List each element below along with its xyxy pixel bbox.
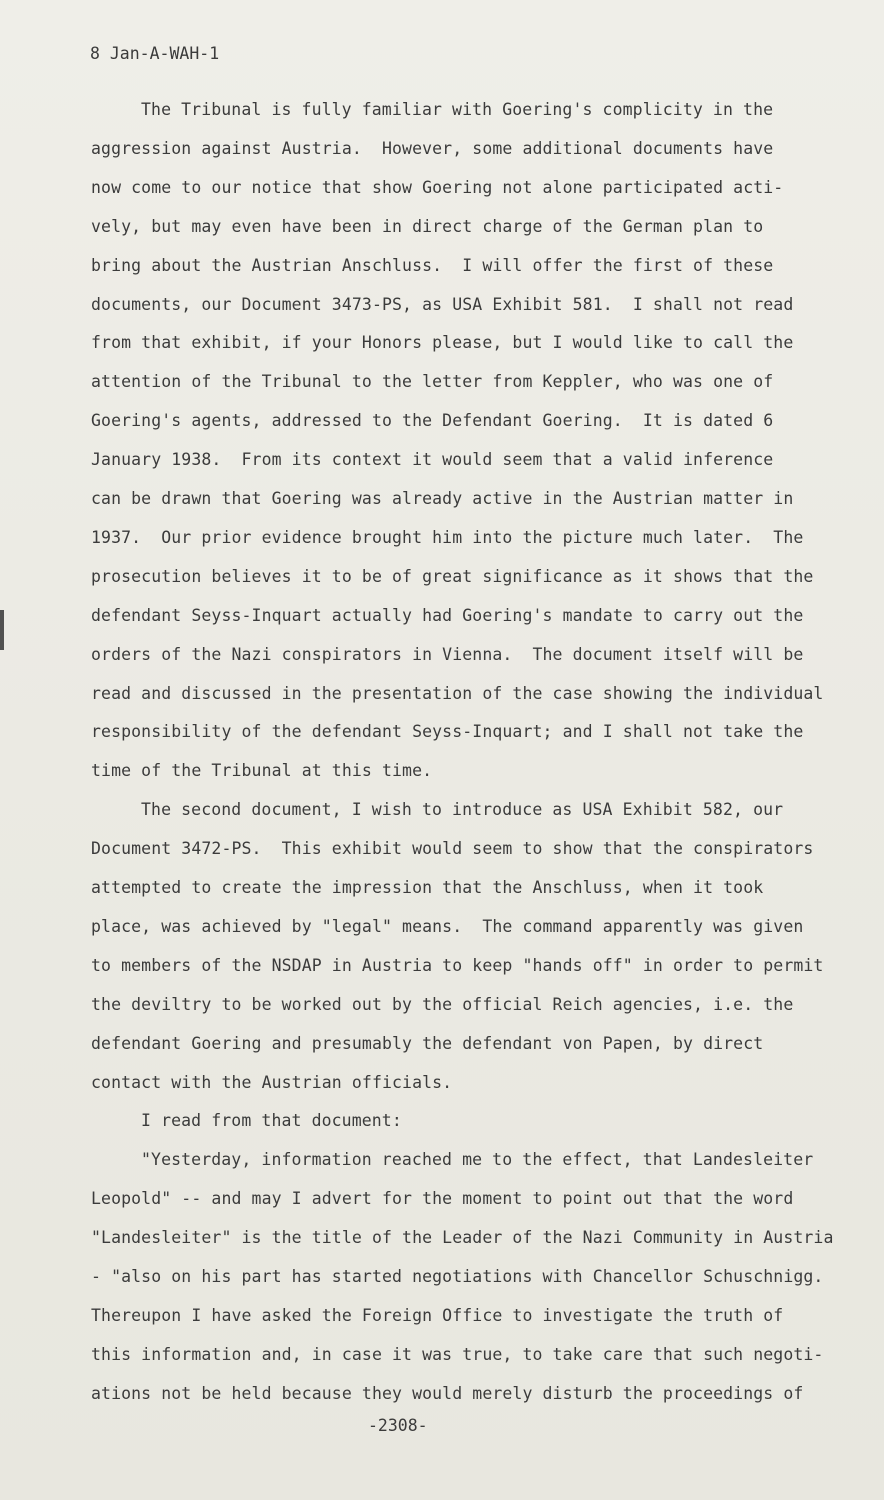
- text-line: can be drawn that Goering was already active in the Austrian matter in: [91, 489, 794, 508]
- text-line: January 1938. From its context it would seem that a valid inference: [91, 450, 774, 470]
- text-line: documents, our Document 3473-PS, as USA Exhibit 581. I shall not read: [91, 294, 794, 314]
- text-line: now come to our notice that show Goering not alone participated acti-: [91, 177, 784, 197]
- text-line: aggression against Austria. However, some additional documents have: [91, 138, 774, 158]
- text-line: attention of the Tribunal to the letter from Keppler, who was one of: [91, 372, 774, 392]
- text-line: Thereupon I have asked the Foreign Office to investigate the truth of: [91, 1305, 784, 1325]
- text-line: attempted to create the impression that the Anschluss, when it took: [91, 878, 764, 897]
- text-line: responsibility of the defendant Seyss-Inquart; and I shall not take the: [91, 722, 804, 742]
- page-number: -2308-: [368, 1416, 428, 1435]
- text-line: contact with the Austrian officials.: [91, 1072, 453, 1092]
- text-line: orders of the Nazi conspirators in Vienna. The document itself will be: [91, 644, 804, 664]
- text-line: Document 3472-PS. This exhibit would seem to show that the conspirators: [91, 839, 814, 859]
- text-line: Goering's agents, addressed to the Defendant Goering. It is dated 6: [91, 411, 774, 431]
- text-line: Leopold" -- and may I advert for the moment to point out that the word: [91, 1189, 794, 1209]
- text-line: ations not be held because they would merely disturb the proceedings of: [91, 1383, 804, 1403]
- text-line: I read from that document:: [141, 1111, 402, 1131]
- text-line: to members of the NSDAP in Austria to keep "hands off" in order to permit: [91, 955, 824, 975]
- text-line: read and discussed in the presentation of the case showing the individual: [91, 683, 824, 703]
- text-line: place, was achieved by "legal" means. The command apparently was given: [91, 916, 804, 936]
- text-line: time of the Tribunal at this time.: [91, 761, 433, 781]
- text-line: defendant Seyss-Inquart actually had Goering's mandate to carry out the: [91, 605, 804, 625]
- text-line: 1937. Our prior evidence brought him into the picture much later. The: [91, 527, 804, 547]
- text-line: defendant Goering and presumably the defendant von Papen, by direct: [91, 1033, 764, 1053]
- left-edge-mark: [0, 610, 4, 650]
- text-line: this information and, in case it was true, to take care that such negoti-: [91, 1344, 824, 1364]
- text-line: "Yesterday, information reached me to the effect, that Landesleiter: [141, 1150, 814, 1170]
- text-line: The Tribunal is fully familiar with Goering's complicity in the: [141, 100, 774, 119]
- page-header: 8 Jan-A-WAH-1: [90, 44, 220, 63]
- text-line: bring about the Austrian Anschluss. I will offer the first of these: [91, 255, 774, 275]
- text-line: prosecution believes it to be of great significance as it shows that the: [91, 566, 814, 586]
- text-line: The second document, I wish to introduce as USA Exhibit 582, our: [141, 800, 784, 820]
- text-line: the deviltry to be worked out by the official Reich agencies, i.e. the: [91, 994, 794, 1014]
- text-line: "Landesleiter" is the title of the Leader of the Nazi Community in Austria: [91, 1228, 834, 1248]
- text-line: vely, but may even have been in direct charge of the German plan to: [91, 216, 764, 236]
- text-line: - "also on his part has started negotiations with Chancellor Schuschnigg.: [91, 1267, 824, 1286]
- text-line: from that exhibit, if your Honors please, but I would like to call the: [91, 333, 794, 353]
